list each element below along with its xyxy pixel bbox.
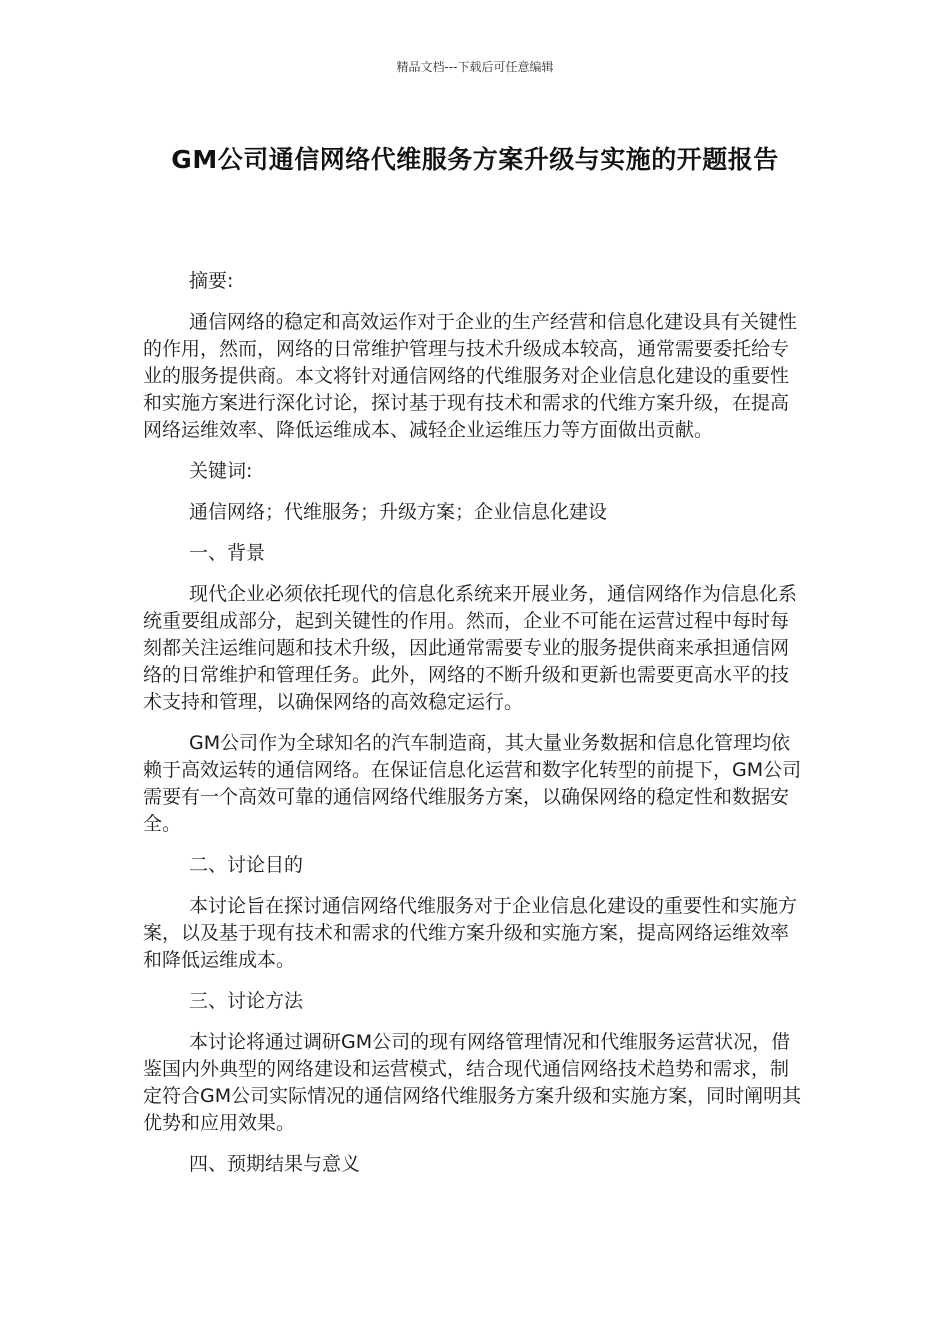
page-header-note: 精品文档---下载后可任意编辑 — [396, 60, 554, 74]
keywords-label: 关键词: — [189, 460, 253, 482]
section-3-paragraph-1: 本讨论将通过调研GM公司的现有网络管理情况和代维服务运营状况，借鉴国内外典型的网络建设和运营模式，结合现代通信网络技术趋势和需求，制定符合GM公司实际情况的通信网络代维服务方案升级和实施方案，同时阐明其优势和应用效果。 — [143, 1031, 802, 1134]
document-title: GM公司通信网络代维服务方案升级与实施的开题报告 — [171, 145, 779, 174]
section-1-paragraph-2: GM公司作为全球知名的汽车制造商，其大量业务数据和信息化管理均依赖于高效运转的通信网络。在保证信息化运营和数字化转型的前提下，GM公司需要有一个高效可靠的通信网络代维服务方案，以确保网络的稳定性和数据安全。 — [143, 732, 802, 835]
section-2-heading: 二、讨论目的 — [189, 854, 304, 876]
section-2-paragraph-1: 本讨论旨在探讨通信网络代维服务对于企业信息化建设的重要性和实施方案，以及基于现有技术和需求的代维方案升级和实施方案，提高网络运维效率和降低运维成本。 — [143, 895, 798, 971]
document-body — [143, 268, 807, 1178]
keywords-text: 通信网络；代维服务；升级方案；企业信息化建设 — [189, 501, 608, 523]
section-4-heading: 四、预期结果与意义 — [189, 1153, 361, 1175]
abstract-label: 摘要: — [189, 270, 234, 292]
section-1-heading: 一、背景 — [189, 542, 266, 564]
section-3-heading: 三、讨论方法 — [189, 990, 304, 1012]
abstract-paragraph: 通信网络的稳定和高效运作对于企业的生产经营和信息化建设具有关键性的作用，然而，网络的日常维护管理与技术升级成本较高，通常需要委托给专业的服务提供商。本文将针对通信网络的代维服务对企业信息化建设的重要性和实施方案进行深化讨论，探讨基于现有技术和需求的代维方案升级，在提高网络运维效率、降低运维成本、减轻企业运维压力等方面做出贡献。 — [143, 311, 798, 441]
section-1-paragraph-1: 现代企业必须依托现代的信息化系统来开展业务，通信网络作为信息化系统重要组成部分，起到关键性的作用。然而，企业不可能在运营过程中每时每刻都关注运维问题和技术升级，因此通常需要专业的服务提供商来承担通信网络的日常维护和管理任务。此外，网络的不断升级和更新也需要更高水平的技术支持和管理，以确保网络的高效稳定运行。 — [143, 583, 798, 713]
